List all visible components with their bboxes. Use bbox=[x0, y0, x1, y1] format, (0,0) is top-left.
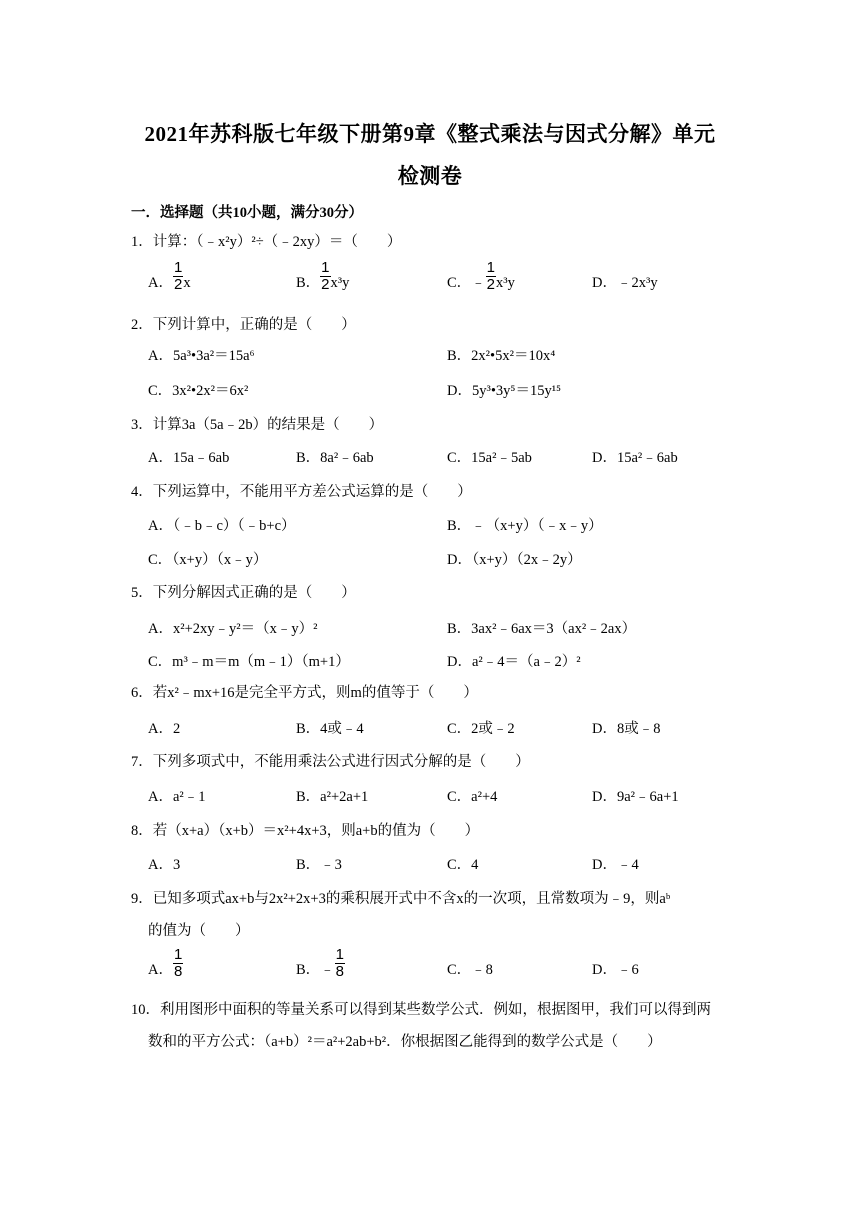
fraction bbox=[320, 260, 330, 293]
document-title-line2: 检测卷 bbox=[397, 164, 463, 188]
fraction-denominator: 2 bbox=[486, 276, 496, 294]
answer-option bbox=[592, 448, 678, 468]
option-label: C． bbox=[447, 721, 472, 737]
answer-option bbox=[592, 855, 639, 875]
fraction-numerator: 1 bbox=[486, 259, 496, 277]
answer-option bbox=[592, 960, 639, 980]
option-label: C． bbox=[148, 654, 173, 670]
answer-option bbox=[296, 787, 368, 807]
answer-option bbox=[148, 946, 183, 981]
question-stem: 3．计算3a（5a﹣2b）的结果是（ ） bbox=[131, 417, 384, 433]
answer-option bbox=[592, 273, 658, 293]
answer-option bbox=[148, 719, 180, 739]
fraction-numerator: 1 bbox=[173, 946, 183, 964]
option-label: A． bbox=[148, 348, 173, 364]
option-label: C． bbox=[447, 857, 472, 873]
option-label: C． bbox=[148, 383, 173, 399]
option-label: A． bbox=[148, 721, 173, 737]
answer-option bbox=[296, 946, 345, 981]
option-label: B．﹣ bbox=[296, 962, 335, 978]
option-expression: 2 bbox=[172, 721, 181, 737]
answer-option bbox=[148, 550, 267, 570]
answer-option bbox=[447, 550, 582, 570]
option-expression: 4 bbox=[471, 857, 479, 873]
document-title-line1: 2021年苏科版七年级下册第9章《整式乘法与因式分解》单元 bbox=[144, 122, 716, 146]
option-expression: 15a²﹣5ab bbox=[471, 450, 532, 466]
answer-option bbox=[447, 960, 493, 980]
option-label: B． bbox=[296, 789, 321, 805]
option-label: B． bbox=[296, 857, 321, 873]
fraction-denominator: 8 bbox=[173, 963, 183, 981]
option-label: B． bbox=[296, 275, 321, 291]
answer-option bbox=[447, 259, 515, 294]
option-label: D． bbox=[592, 450, 617, 466]
answer-option bbox=[148, 346, 255, 366]
option-expression: 4或﹣4 bbox=[320, 721, 364, 737]
answer-option bbox=[447, 516, 603, 536]
option-label: A． bbox=[148, 962, 173, 978]
option-label: C． bbox=[447, 450, 472, 466]
option-expression: ﹣8 bbox=[471, 962, 493, 978]
question-stem: 7．下列多项式中，不能用乘法公式进行因式分解的是（ ） bbox=[131, 754, 530, 770]
option-label: C．﹣ bbox=[447, 275, 486, 291]
fraction-numerator: 1 bbox=[335, 946, 345, 964]
option-label: D． bbox=[592, 275, 617, 291]
option-label: A． bbox=[148, 789, 173, 805]
option-expression: 3 bbox=[172, 857, 181, 873]
question-stem: 6．若x²﹣mx+16是完全平方式，则m的值等于（ ） bbox=[131, 685, 478, 701]
option-label: C． bbox=[447, 789, 472, 805]
option-label: B． bbox=[447, 621, 472, 637]
answer-option bbox=[447, 719, 515, 739]
option-label: D． bbox=[447, 383, 472, 399]
option-expression: 3x²•2x²＝6x² bbox=[172, 383, 249, 399]
option-expression: x bbox=[183, 275, 191, 291]
option-expression: ﹣（x+y）（﹣x﹣y） bbox=[471, 518, 603, 534]
answer-option bbox=[148, 516, 296, 536]
option-expression: 5y³•3y⁵＝15y¹⁵ bbox=[471, 383, 562, 399]
question-stem: 2．下列计算中，正确的是（ ） bbox=[131, 317, 356, 333]
option-label: D． bbox=[447, 654, 472, 670]
option-label: B． bbox=[296, 450, 321, 466]
option-label: C． bbox=[148, 552, 173, 568]
option-expression: 9a²﹣6a+1 bbox=[616, 789, 679, 805]
answer-option bbox=[592, 719, 660, 739]
option-label: B． bbox=[447, 348, 472, 364]
option-expression: a²+2a+1 bbox=[320, 789, 369, 805]
question-stem-continued: 的值为（ ） bbox=[148, 923, 250, 939]
option-label: D． bbox=[592, 962, 617, 978]
answer-option bbox=[447, 346, 555, 366]
option-expression: （﹣b﹣c）（﹣b+c） bbox=[172, 518, 296, 534]
question-stem: 1．计算：（﹣x²y）²÷（﹣2xy）＝（ ） bbox=[131, 234, 402, 250]
option-expression: 2或﹣2 bbox=[471, 721, 515, 737]
option-expression: m³﹣m＝m（m﹣1）（m+1） bbox=[172, 654, 350, 670]
answer-option bbox=[296, 448, 374, 468]
option-label: A． bbox=[148, 518, 173, 534]
option-label: B． bbox=[296, 721, 321, 737]
option-expression: 8或﹣8 bbox=[616, 721, 661, 737]
fraction-numerator: 1 bbox=[173, 259, 183, 277]
question-stem: 5．下列分解因式正确的是（ ） bbox=[131, 585, 356, 601]
option-expression: 15a﹣6ab bbox=[172, 450, 230, 466]
option-label: D． bbox=[592, 857, 617, 873]
section-heading: 一．选择题（共10小题，满分30分） bbox=[131, 205, 363, 221]
option-label: D． bbox=[592, 789, 617, 805]
option-expression: 8a²﹣6ab bbox=[320, 450, 374, 466]
answer-option bbox=[148, 787, 206, 807]
option-label: D． bbox=[447, 552, 472, 568]
option-label: B． bbox=[447, 518, 472, 534]
option-expression: （x+y）（x﹣y） bbox=[172, 552, 268, 568]
option-expression: a²+4 bbox=[471, 789, 498, 805]
option-expression: 5a³•3a²＝15a⁶ bbox=[172, 348, 255, 364]
answer-option bbox=[447, 787, 497, 807]
answer-option bbox=[447, 855, 478, 875]
question-stem: 10．利用图形中面积的等量关系可以得到某些数学公式．例如，根据图甲，我们可以得到两 bbox=[131, 1002, 711, 1018]
option-expression: ﹣6 bbox=[616, 962, 639, 978]
answer-option bbox=[148, 448, 229, 468]
answer-option bbox=[592, 787, 679, 807]
answer-option bbox=[148, 381, 248, 401]
option-expression: （x+y）（2x﹣2y） bbox=[471, 552, 582, 568]
option-expression: x³y bbox=[496, 275, 515, 291]
answer-option bbox=[148, 619, 317, 639]
answer-option bbox=[447, 448, 532, 468]
fraction bbox=[173, 260, 183, 293]
option-expression: a²﹣4＝（a﹣2）² bbox=[471, 654, 581, 670]
option-expression: ﹣4 bbox=[616, 857, 639, 873]
option-expression: x³y bbox=[330, 275, 350, 291]
fraction-denominator: 8 bbox=[335, 963, 345, 981]
option-expression: 2x²•5x²＝10x⁴ bbox=[471, 348, 556, 364]
answer-option bbox=[447, 652, 581, 672]
fraction bbox=[486, 260, 496, 293]
option-expression: 3ax²﹣6ax＝3（ax²﹣2ax） bbox=[471, 621, 637, 637]
answer-option bbox=[447, 381, 561, 401]
answer-option bbox=[296, 855, 342, 875]
option-expression: a²﹣1 bbox=[172, 789, 206, 805]
fraction-denominator: 2 bbox=[173, 276, 183, 294]
option-label: A． bbox=[148, 275, 173, 291]
option-expression: x²+2xy﹣y²＝（x﹣y）² bbox=[172, 621, 318, 637]
question-stem: 8．若（x+a）（x+b）＝x²+4x+3，则a+b的值为（ ） bbox=[131, 823, 480, 839]
question-stem: 4．下列运算中，不能用平方差公式运算的是（ ） bbox=[131, 484, 472, 500]
fraction-numerator: 1 bbox=[321, 259, 330, 277]
fraction bbox=[173, 947, 183, 980]
option-label: C． bbox=[447, 962, 472, 978]
answer-option bbox=[296, 259, 350, 294]
answer-option bbox=[148, 652, 350, 672]
answer-option bbox=[148, 855, 180, 875]
question-stem-continued: 数和的平方公式：（a+b）²＝a²+2ab+b²．你根据图乙能得到的数学公式是（ ） bbox=[148, 1034, 662, 1050]
option-expression: ﹣2x³y bbox=[616, 275, 658, 291]
answer-option bbox=[447, 619, 636, 639]
option-expression: ﹣3 bbox=[320, 857, 342, 873]
option-label: A． bbox=[148, 450, 173, 466]
option-expression: 15a²﹣6ab bbox=[616, 450, 678, 466]
option-label: A． bbox=[148, 621, 173, 637]
question-stem: 9．已知多项式ax+b与2x²+2x+3的乘积展开式中不含x的一次项，且常数项为﹣9，则aᵇ bbox=[131, 891, 671, 907]
option-label: D． bbox=[592, 721, 617, 737]
answer-option bbox=[296, 719, 364, 739]
fraction-denominator: 2 bbox=[321, 276, 330, 294]
option-label: A． bbox=[148, 857, 173, 873]
fraction bbox=[335, 947, 345, 980]
answer-option bbox=[148, 259, 191, 294]
